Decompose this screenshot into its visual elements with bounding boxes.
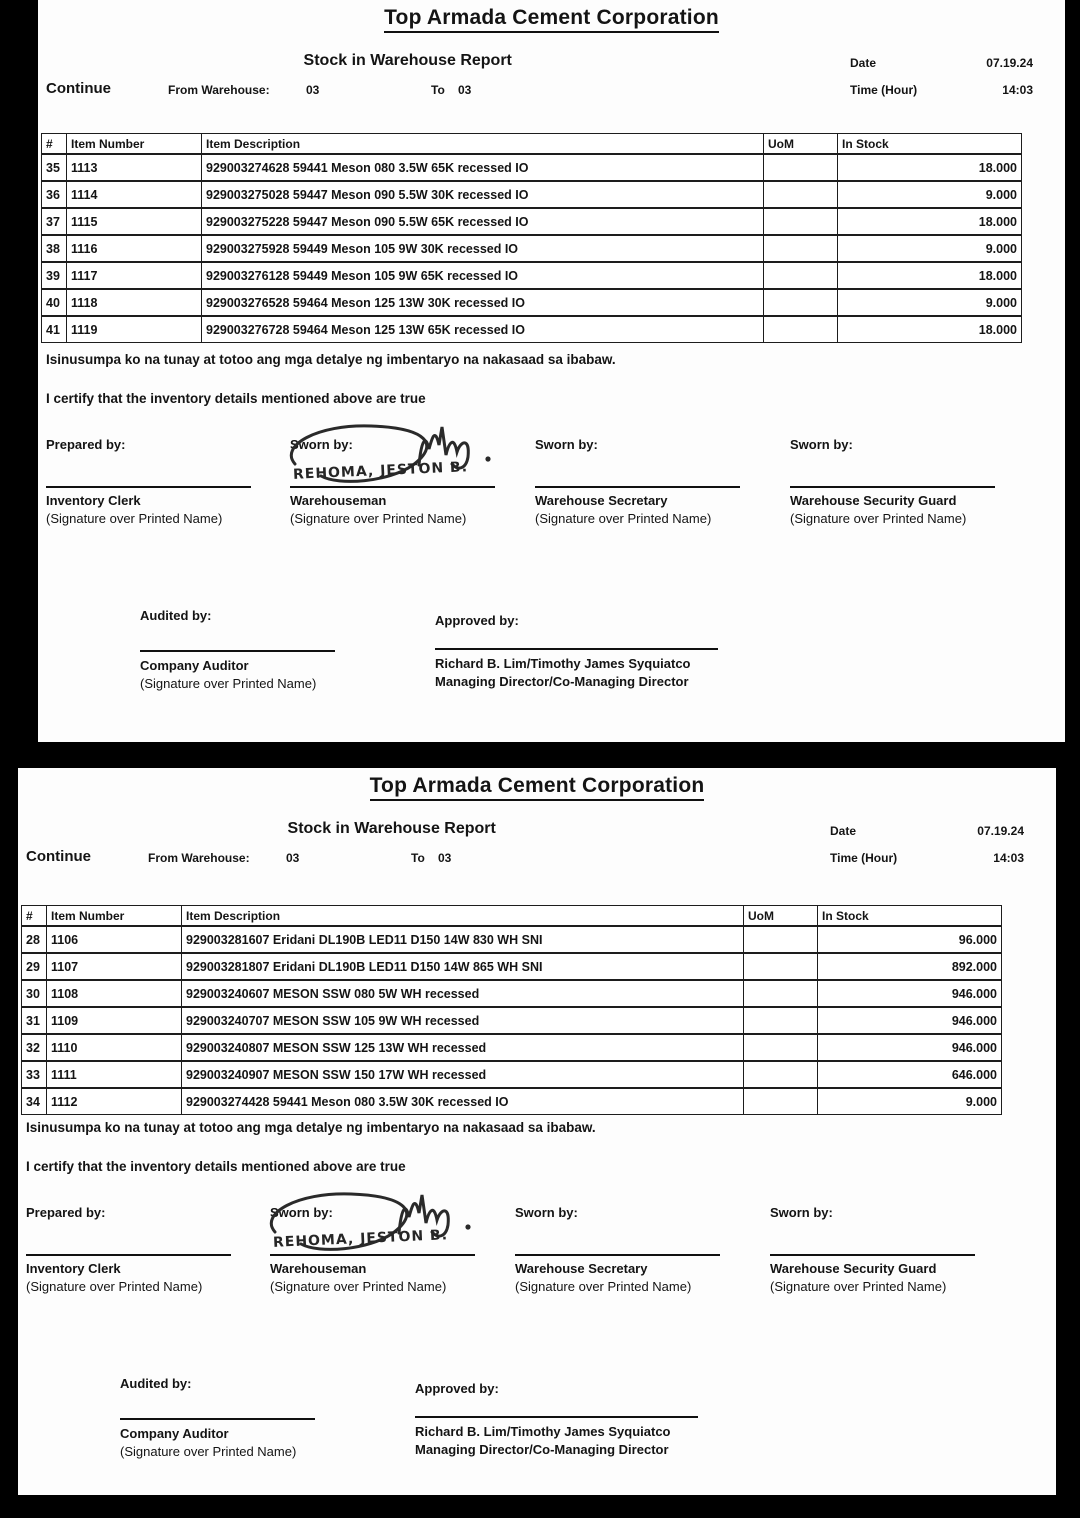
cell-item-description: 929003281807 Eridani DL190B LED11 D150 14W 865 WH SNI — [182, 953, 744, 980]
col-header-item-description: Item Description — [202, 134, 764, 155]
cell-item-number: 1119 — [67, 316, 202, 343]
cell-item-description: 929003274428 59441 Meson 080 3.5W 30K recessed IO — [182, 1088, 744, 1115]
table-row — [42, 289, 1022, 316]
cell-in-stock: 18.000 — [838, 316, 1022, 343]
table-row — [22, 926, 1002, 953]
table-row — [22, 1088, 1002, 1115]
cell-num: 34 — [22, 1088, 47, 1115]
date-value: 07.19.24 — [986, 56, 1033, 70]
to-label: To — [411, 851, 425, 865]
cell-item-number: 1108 — [47, 980, 182, 1007]
oath-statement-english: I certify that the inventory details mentioned above are true — [46, 391, 426, 406]
signature-line — [120, 1418, 315, 1420]
cell-in-stock: 18.000 — [838, 208, 1022, 235]
signature-note: (Signature over Printed Name) — [290, 511, 467, 526]
signature-line — [270, 1254, 475, 1256]
cell-item-number: 1111 — [47, 1061, 182, 1088]
cell-item-description: 929003274628 59441 Meson 080 3.5W 65K recessed IO — [202, 154, 764, 181]
cell-uom — [744, 1088, 818, 1115]
cell-in-stock: 18.000 — [838, 262, 1022, 289]
from-warehouse-value: 03 — [306, 83, 320, 97]
time-label: Time (Hour) — [850, 83, 918, 97]
signature-note: (Signature over Printed Name) — [770, 1279, 947, 1294]
approver-names: Richard B. Lim/Timothy James Syquiatco — [415, 1424, 671, 1439]
cell-item-description: 929003276528 59464 Meson 125 13W 30K recessed IO — [202, 289, 764, 316]
signature-note: (Signature over Printed Name) — [26, 1279, 203, 1294]
cell-item-number: 1113 — [67, 154, 202, 181]
cell-in-stock: 946.000 — [818, 1034, 1002, 1061]
cell-num: 29 — [22, 953, 47, 980]
stock-table — [41, 133, 1022, 343]
table-header-row — [42, 134, 1022, 155]
table-row — [42, 235, 1022, 262]
cell-uom — [764, 208, 838, 235]
col-header-in-stock: In Stock — [818, 906, 1002, 927]
stock-table — [21, 905, 1002, 1115]
cell-uom — [764, 181, 838, 208]
cell-in-stock: 892.000 — [818, 953, 1002, 980]
cell-in-stock: 9.000 — [838, 289, 1022, 316]
to-label: To — [431, 83, 445, 97]
signature-note: (Signature over Printed Name) — [270, 1279, 447, 1294]
cell-in-stock: 9.000 — [838, 181, 1022, 208]
cell-num: 28 — [22, 926, 47, 953]
time-value: 14:03 — [1002, 83, 1033, 97]
signature-line — [770, 1254, 975, 1256]
table-row — [42, 316, 1022, 343]
to-value: 03 — [438, 851, 452, 865]
signature-line — [26, 1254, 231, 1256]
sworn-by-label: Sworn by: — [270, 1205, 333, 1220]
cell-uom — [764, 235, 838, 262]
company-title-wrap — [38, 6, 1065, 33]
company-title: Top Armada Cement Corporation — [370, 774, 705, 801]
signature-line — [535, 486, 740, 488]
handwritten-name: REHOMA, JESTON B. — [292, 459, 469, 483]
signature-line — [515, 1254, 720, 1256]
sworn-by-label: Sworn by: — [290, 437, 353, 452]
cell-item-description: 929003275228 59447 Meson 090 5.5W 65K recessed IO — [202, 208, 764, 235]
time-label: Time (Hour) — [830, 851, 898, 865]
cell-item-description: 929003276728 59464 Meson 125 13W 65K recessed IO — [202, 316, 764, 343]
continue-label: Continue — [46, 80, 111, 97]
signature-line — [290, 486, 495, 488]
cell-num: 31 — [22, 1007, 47, 1034]
cell-uom — [764, 154, 838, 181]
cell-num: 35 — [42, 154, 67, 181]
sworn-by-label: Sworn by: — [515, 1205, 578, 1220]
continue-label: Continue — [26, 848, 91, 865]
sworn-by-label: Sworn by: — [770, 1205, 833, 1220]
audited-by-label: Audited by: — [120, 1376, 192, 1391]
sworn-by-label: Sworn by: — [535, 437, 598, 452]
signatory-title: Warehouseman — [290, 493, 387, 508]
handwritten-name: REHOMA, JESTON B. — [272, 1227, 449, 1251]
cell-in-stock: 18.000 — [838, 154, 1022, 181]
cell-item-description: 929003240907 MESON SSW 150 17W WH recessed — [182, 1061, 744, 1088]
cell-item-description: 929003275928 59449 Meson 105 9W 30K recessed IO — [202, 235, 764, 262]
table-row — [22, 953, 1002, 980]
time-value: 14:03 — [993, 851, 1024, 865]
cell-item-number: 1107 — [47, 953, 182, 980]
cell-in-stock: 646.000 — [818, 1061, 1002, 1088]
cell-num: 32 — [22, 1034, 47, 1061]
company-title-wrap — [18, 774, 1056, 801]
cell-uom — [744, 926, 818, 953]
approved-by-label: Approved by: — [415, 1381, 499, 1396]
signatory-title: Warehouse Security Guard — [770, 1261, 937, 1276]
cell-in-stock: 9.000 — [838, 235, 1022, 262]
cell-in-stock: 946.000 — [818, 1007, 1002, 1034]
date-value: 07.19.24 — [977, 824, 1024, 838]
cell-item-number: 1117 — [67, 262, 202, 289]
to-value: 03 — [458, 83, 472, 97]
from-warehouse-label: From Warehouse: — [168, 83, 270, 97]
prepared-by-label: Prepared by: — [46, 437, 126, 452]
cell-num: 33 — [22, 1061, 47, 1088]
approved-by-label: Approved by: — [435, 613, 519, 628]
signature-line — [435, 648, 718, 650]
col-header-uom: UoM — [764, 134, 838, 155]
auditor-title: Company Auditor — [120, 1426, 229, 1441]
signatory-title: Warehouseman — [270, 1261, 367, 1276]
table-row — [22, 1061, 1002, 1088]
cell-item-description: 929003240607 MESON SSW 080 5W WH recessed — [182, 980, 744, 1007]
signature-note: (Signature over Printed Name) — [515, 1279, 692, 1294]
signature-line — [140, 650, 335, 652]
cell-num: 40 — [42, 289, 67, 316]
col-header-num: # — [42, 134, 67, 155]
cell-in-stock: 9.000 — [818, 1088, 1002, 1115]
cell-item-number: 1106 — [47, 926, 182, 953]
col-header-uom: UoM — [744, 906, 818, 927]
oath-statement-tagalog: Isinusumpa ko na tunay at totoo ang mga detalye ng imbentaryo na nakasaad sa ibabaw. — [26, 1120, 596, 1135]
signature-note: (Signature over Printed Name) — [120, 1444, 297, 1459]
table-row — [22, 1034, 1002, 1061]
signature-line — [415, 1416, 698, 1418]
cell-item-number: 1116 — [67, 235, 202, 262]
cell-uom — [764, 289, 838, 316]
sworn-by-label: Sworn by: — [790, 437, 853, 452]
cell-uom — [744, 1034, 818, 1061]
cell-in-stock: 96.000 — [818, 926, 1002, 953]
cell-item-description: 929003276128 59449 Meson 105 9W 65K recessed IO — [202, 262, 764, 289]
cell-item-number: 1110 — [47, 1034, 182, 1061]
col-header-item-number: Item Number — [47, 906, 182, 927]
signature-line — [790, 486, 995, 488]
cell-num: 39 — [42, 262, 67, 289]
from-warehouse-label: From Warehouse: — [148, 851, 250, 865]
col-header-item-number: Item Number — [67, 134, 202, 155]
cell-uom — [744, 1061, 818, 1088]
cell-item-number: 1114 — [67, 181, 202, 208]
cell-item-number: 1115 — [67, 208, 202, 235]
table-row — [42, 208, 1022, 235]
cell-item-description: 929003275028 59447 Meson 090 5.5W 30K recessed IO — [202, 181, 764, 208]
cell-item-description: 929003281607 Eridani DL190B LED11 D150 14W 830 WH SNI — [182, 926, 744, 953]
auditor-title: Company Auditor — [140, 658, 249, 673]
cell-item-number: 1118 — [67, 289, 202, 316]
signatory-title: Warehouse Secretary — [515, 1261, 648, 1276]
audited-by-label: Audited by: — [140, 608, 212, 623]
signatory-title: Inventory Clerk — [26, 1261, 121, 1276]
table-row — [22, 1007, 1002, 1034]
cell-item-description: 929003240807 MESON SSW 125 13W WH recessed — [182, 1034, 744, 1061]
oath-statement-tagalog: Isinusumpa ko na tunay at totoo ang mga detalye ng imbentaryo na nakasaad sa ibabaw. — [46, 352, 616, 367]
date-label: Date — [850, 56, 877, 70]
signature-line — [46, 486, 251, 488]
signature-note: (Signature over Printed Name) — [140, 676, 317, 691]
table-header-row — [22, 906, 1002, 927]
company-title: Top Armada Cement Corporation — [384, 6, 719, 33]
cell-uom — [764, 316, 838, 343]
cell-num: 36 — [42, 181, 67, 208]
signatory-title: Warehouse Secretary — [535, 493, 668, 508]
cell-num: 30 — [22, 980, 47, 1007]
table-row — [42, 262, 1022, 289]
date-label: Date — [830, 824, 857, 838]
signature-note: (Signature over Printed Name) — [46, 511, 223, 526]
col-header-item-description: Item Description — [182, 906, 744, 927]
cell-num: 38 — [42, 235, 67, 262]
signatory-title: Warehouse Security Guard — [790, 493, 957, 508]
signature-note: (Signature over Printed Name) — [535, 511, 712, 526]
cell-num: 37 — [42, 208, 67, 235]
report-title: Stock in Warehouse Report — [287, 820, 496, 837]
cell-item-description: 929003240707 MESON SSW 105 9W WH recessed — [182, 1007, 744, 1034]
table-row — [42, 154, 1022, 181]
prepared-by-label: Prepared by: — [26, 1205, 106, 1220]
table-row — [42, 181, 1022, 208]
cell-uom — [744, 1007, 818, 1034]
approver-titles: Managing Director/Co-Managing Director — [415, 1442, 669, 1457]
oath-statement-english: I certify that the inventory details mentioned above are true — [26, 1159, 406, 1174]
col-header-in-stock: In Stock — [838, 134, 1022, 155]
report-page-1 — [38, 0, 1065, 742]
report-page-2 — [18, 768, 1056, 1495]
cell-in-stock: 946.000 — [818, 980, 1002, 1007]
signature-note: (Signature over Printed Name) — [790, 511, 967, 526]
from-warehouse-value: 03 — [286, 851, 300, 865]
cell-uom — [744, 953, 818, 980]
cell-uom — [744, 980, 818, 1007]
cell-item-number: 1112 — [47, 1088, 182, 1115]
approver-names: Richard B. Lim/Timothy James Syquiatco — [435, 656, 691, 671]
report-title: Stock in Warehouse Report — [303, 52, 512, 69]
signatory-title: Inventory Clerk — [46, 493, 141, 508]
approver-titles: Managing Director/Co-Managing Director — [435, 674, 689, 689]
cell-uom — [764, 262, 838, 289]
cell-item-number: 1109 — [47, 1007, 182, 1034]
table-row — [22, 980, 1002, 1007]
cell-num: 41 — [42, 316, 67, 343]
col-header-num: # — [22, 906, 47, 927]
